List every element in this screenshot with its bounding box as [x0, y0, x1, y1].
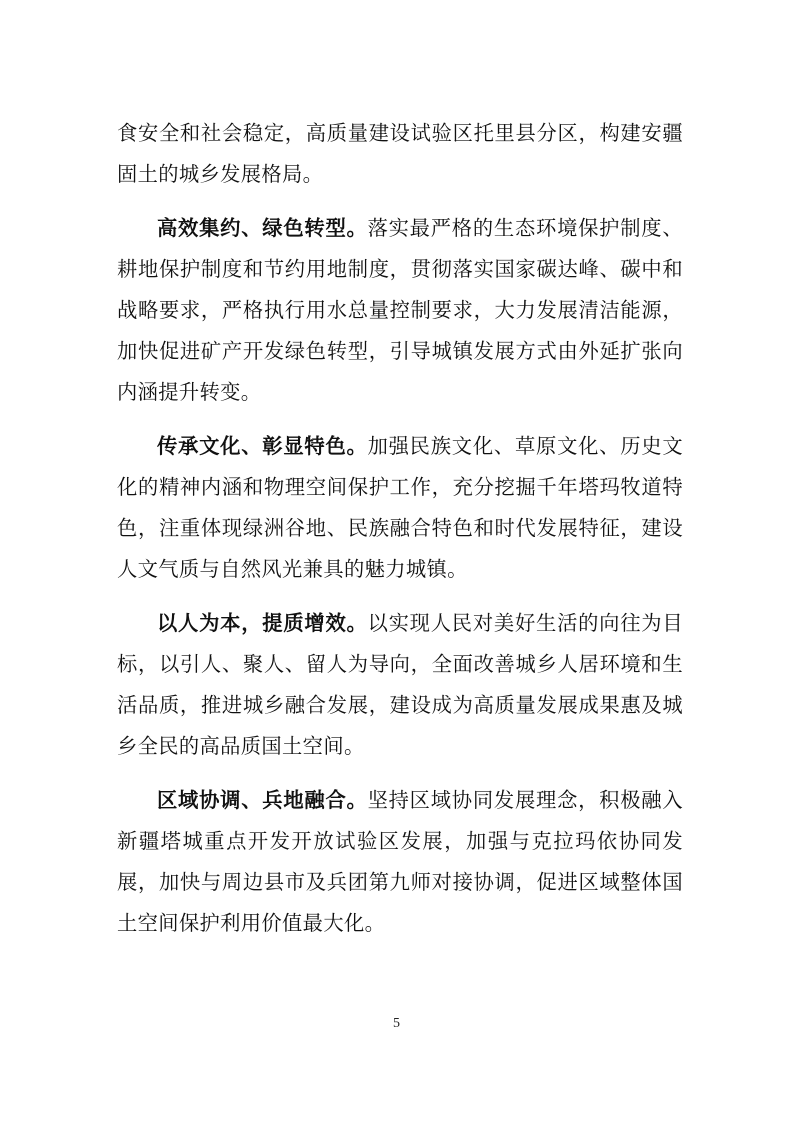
principle-text: 坚持区域协同发展理念，积极融入新疆塔城重点开发开放试验区发展，加强与克拉玛依协同发展，加快与周边县市及兵团第九师对接协调，促进区域整体国土空间保护利用价值最大化。 — [117, 788, 683, 935]
continuation-paragraph — [117, 113, 683, 195]
principle-heading: 高效集约、绿色转型。 — [157, 216, 368, 240]
document-body — [117, 113, 683, 944]
principle-heading: 区域协调、兵地融合。 — [157, 788, 368, 812]
principle-paragraph-culture — [117, 426, 683, 590]
principle-text: 以实现人民对美好生活的向往为目标，以引人、聚人、留人为导向，全面改善城乡人居环境和生活品质，推进城乡融合发展，建设成为高质量发展成果惠及城乡全民的高品质国土空间。 — [117, 611, 683, 758]
page-number: 5 — [393, 1016, 400, 1031]
principle-heading: 传承文化、彰显特色。 — [157, 434, 368, 458]
principle-paragraph-regional — [117, 780, 683, 944]
principle-paragraph-efficient-green — [117, 208, 683, 413]
principle-text: 加强民族文化、草原文化、历史文化的精神内涵和物理空间保护工作，充分挖掘千年塔玛牧道特色，注重体现绿洲谷地、民族融合特色和时代发展特征，建设人文气质与自然风光兼具的魅力城镇。 — [117, 434, 683, 581]
continuation-text: 食安全和社会稳定，高质量建设试验区托里县分区，构建安疆固土的城乡发展格局。 — [117, 121, 683, 186]
principle-heading: 以人为本，提质增效。 — [157, 611, 368, 635]
principle-text: 落实最严格的生态环境保护制度、耕地保护制度和节约用地制度，贯彻落实国家碳达峰、碳中和战略要求，严格执行用水总量控制要求，大力发展清洁能源，加快促进矿产开发绿色转型，引导城镇发展方式由外延扩张向内涵提升转变。 — [117, 216, 683, 404]
principle-paragraph-people — [117, 603, 683, 767]
